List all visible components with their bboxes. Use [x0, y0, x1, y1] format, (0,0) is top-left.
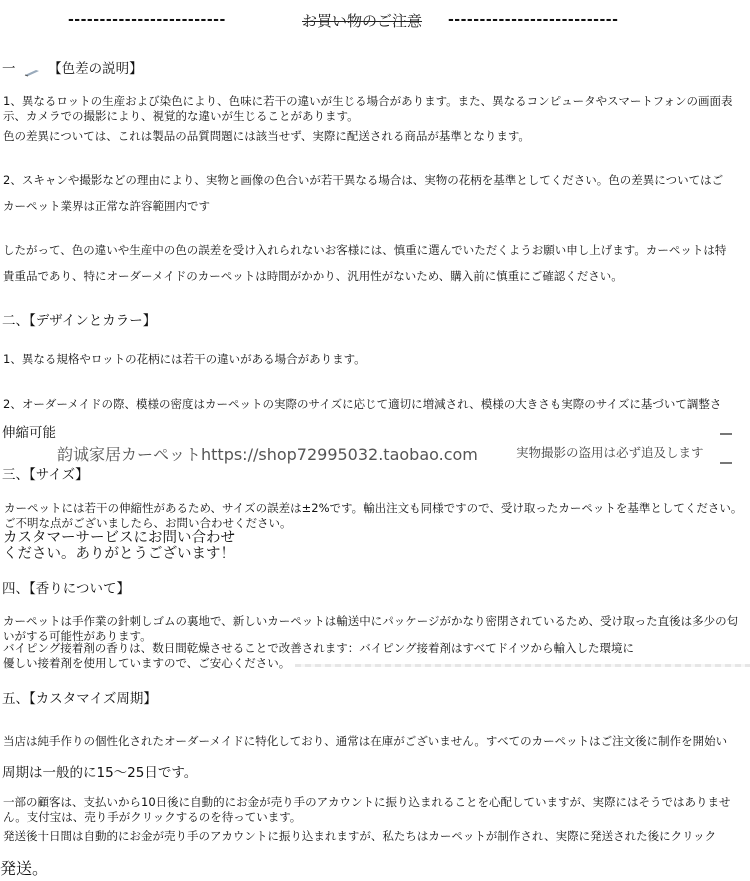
section1-paragraph3: したがって、色の違いや生産中の色の誤差を受け入れられないお客様には、慎重に選んでいただくようお願い申し上げます。カーペットは特 — [3, 243, 727, 257]
section2-paragraph2: 2、オーダーメイドの際、模様の密度はカーペットの実際のサイズに応じて適切に増減され、模様の大きさも実際のサイズに基づいて調整さ — [3, 397, 722, 411]
section4-paragraph1: カーペットは手作業の針刺しゴムの裏地で、新しいカーペットは輸送中にパッケージがかなり密閉されているため、受け取った直後は多少の匂いがする可能性があります。 — [3, 614, 739, 643]
section1-paragraph1: 1、異なるロットの生産および染色により、色味に若干の違いが生じる場合があります。また、異なるコンピュータやスマートフォンの画面表示、カメラでの撮影により、視覚的な違いが生じることがあります。 — [3, 94, 733, 123]
section1-paragraph1b: 色の差異については、これは製品の品質問題には該当せず、実際に配送される商品が基準となります。 — [3, 129, 530, 143]
section4-heading: 四、【香りについて】 — [2, 581, 130, 597]
section5-paragraph2: 一部の顧客は、支払いから10日後に自動的にお金が売り手のアカウントに振り込まれることを心配していますが、実際にはそうではありません。支付宝は、売り手がクリックするのを待っています。 — [3, 795, 731, 824]
page-title: お買い物のご注意 — [302, 12, 423, 30]
pencil-icon — [24, 64, 40, 74]
section1-title: 【色差の説明】 — [48, 61, 143, 77]
section5-paragraph1b: 周期は一般的に15〜25日です。 — [2, 765, 198, 781]
section1-number: 一 — [2, 61, 16, 77]
section2-paragraph1: 1、異なる規格やロットの花柄には若干の違いがある場合があります。 — [3, 352, 366, 366]
section2-paragraph2b: 伸縮可能 — [2, 425, 56, 441]
section5-heading: 五、【カスタマイズ周期】 — [2, 691, 157, 707]
section3-paragraph2: カスタマーサービスにお問い合わせ — [3, 530, 235, 546]
section1-heading — [2, 60, 143, 78]
copyright-notice: 実物撮影の盗用は必ず追及します — [516, 445, 704, 460]
section4-paragraph2: バイピング接着剤の香りは、数日間乾燥させることで改善されます：バイピング接着剤はすべてドイツから輸入した環境に — [3, 641, 634, 655]
faded-line — [295, 664, 750, 667]
section5-paragraph1: 当店は純手作りの個性化されたオーダーメイドに特化しており、通常は在庫がございません。すべてのカーペットはご注文後に制作を開始い — [3, 734, 728, 748]
section1-paragraph3b: 貴重品であり、特にオーダーメイドのカーペットは時間がかかり、汎用性がないため、購入前に慎重にご確認ください。 — [3, 269, 623, 283]
section1-paragraph2: 2、スキャンや撮影などの理由により、実物と画像の色合いが若干異なる場合は、実物の花柄を基準としてください。色の差異についてはご — [3, 173, 724, 187]
section3-heading: 三、【サイズ】 — [2, 467, 89, 483]
watermark-mark-bottom — [720, 462, 732, 464]
section2-heading: 二、【デザインとカラー】 — [2, 313, 157, 329]
section1-paragraph2b: カーペット業界は正常な許容範囲内です — [3, 199, 210, 213]
section5-paragraph3: 発送後十日間は自動的にお金が売り手のアカウントに振り込まれますが、私たちはカーペットが制作され、実際に発送された後にクリック — [3, 829, 717, 843]
section3-paragraph1: カーペットには若干の伸縮性があるため、サイズの誤差は±2%です。輸出注文も同様ですので、受け取ったカーペットを基準としてください。ご不明な点がございましたら、お問い合わせください。 — [4, 501, 743, 530]
section3-paragraph2b: ください。ありがとうございます！ — [3, 546, 235, 562]
section4-paragraph2b: 優しい接着剤を使用していますので、ご安心ください。 — [3, 656, 291, 670]
header-dashes-right: --------------------------- — [448, 12, 619, 28]
header-dashes-left: ------------------------- — [68, 12, 226, 28]
watermark-mark-top — [720, 433, 732, 435]
shop-watermark: 韵诚家居カーペットhttps://shop72995032.taobao.com — [57, 445, 478, 464]
section5-paragraph3b: 発送。 — [0, 859, 49, 878]
